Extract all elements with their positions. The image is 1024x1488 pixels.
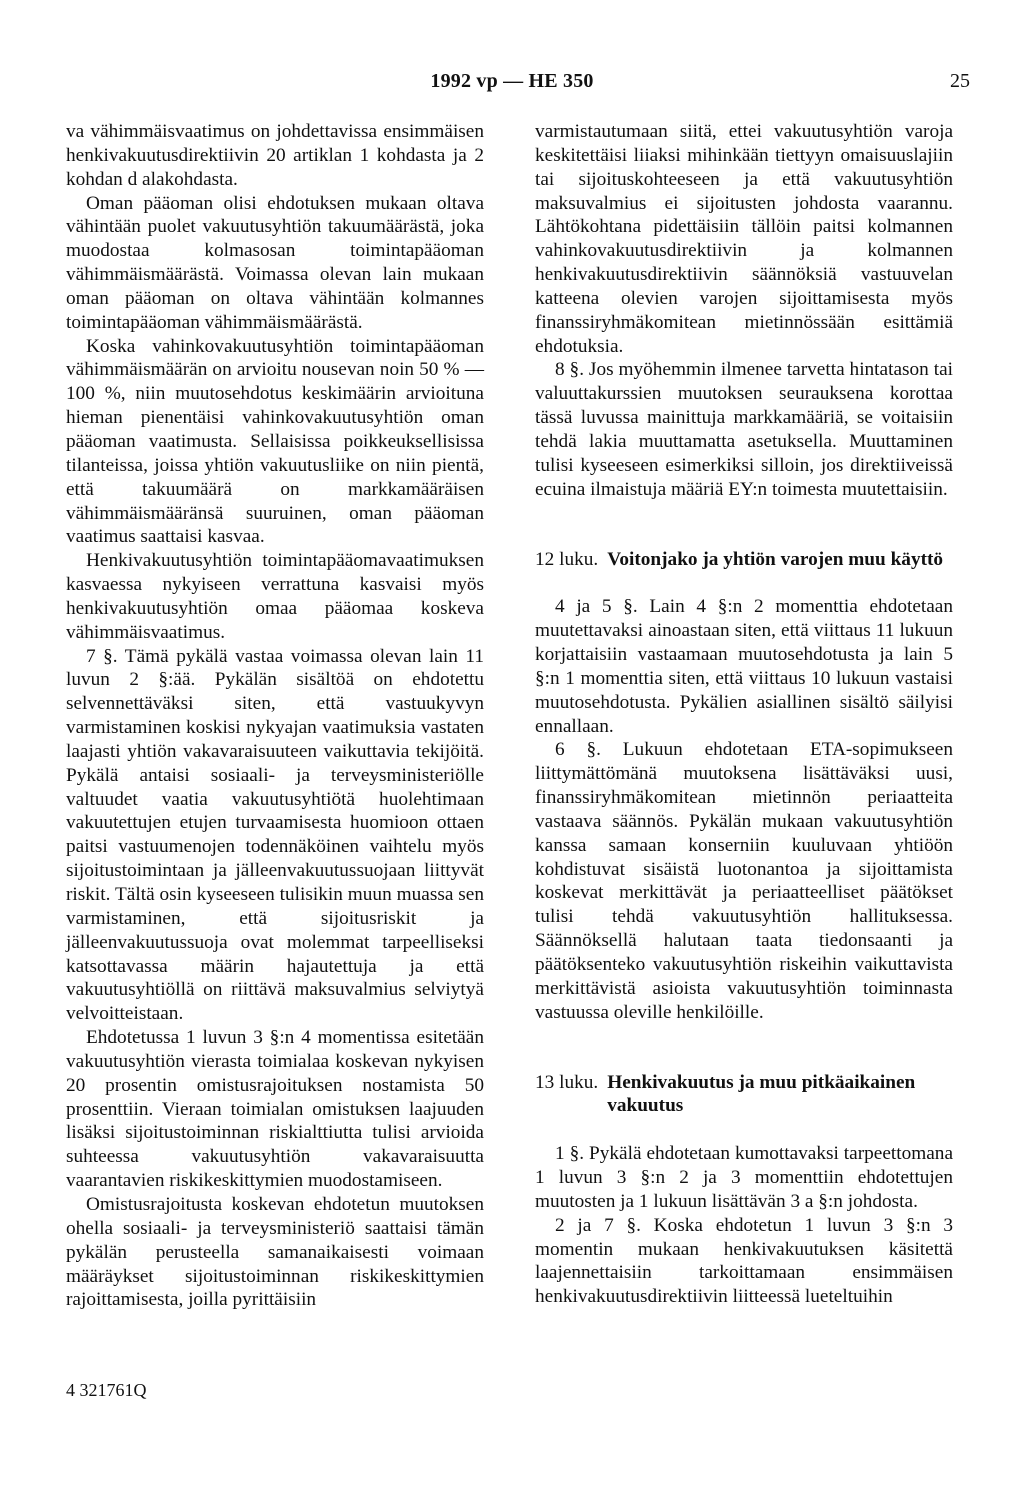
body-paragraph: 1 §. Pykälä ehdotetaan kumottavaksi tarpeettomana 1 luvun 3 §:n 2 ja 3 momenttiin ehdotettujen muutosten ja 1 lukuun lisättävän 3 a §:n johdosta. xyxy=(535,1143,953,1212)
body-paragraph: Omistusrajoitusta koskevan ehdotetun muutoksen ohella sosiaali- ja terveysministeriö saattaisi tämän pykälän perusteella samanaikaisesti voimaan määräykset sijoitustoiminnan riskikeskittymien rajoittamisesta, joilla pyrittäisiin xyxy=(66,1193,484,1311)
body-paragraph: 4 ja 5 §. Lain 4 §:n 2 momenttia ehdotetaan muutettavaksi ainoastaan siten, että viittaus 11 lukuun korjattaisiin vastaamaan muutosehdotusta ja lain 5 §:n 1 momenttia siten, että viittaus 10 lukuun vastaisi muutosehdotusta. Pykälien asiallinen sisältö säilyisi ennallaan. xyxy=(535,596,953,737)
section-gap xyxy=(535,571,953,595)
right-column xyxy=(535,120,953,1309)
body-paragraph: Koska vahinkovakuutusyhtiön toimintapääoman vähimmäismäärän on arvioitu nousevan noin 50 % — 100 %, niin muutosehdotus keskimäärin arvioituna hieman pienentäisi vahinkovakuutusyhtiön oman pääoman vaatimusta. Sellaisissa poikkeuksellisissa tilanteissa, joissa yhtiön vakuutusliike on niin pientä, että takuumäärä on markkamääräisen vähimmäismääränsä suuruinen, oman pääoman vaatimus saattaisi kasvaa. xyxy=(66,335,484,548)
chapter-title: Voitonjako ja yhtiön varojen muu käyttö xyxy=(607,548,944,570)
section-gap xyxy=(535,1025,953,1071)
chapter-heading-13 xyxy=(535,1071,953,1119)
running-title: 1992 vp — HE 350 xyxy=(430,70,594,92)
chapter-title: Henkivakuutus ja muu pitkäaikainen vakuutus xyxy=(607,1071,916,1117)
chapter-heading-12 xyxy=(535,548,953,572)
chapter-number: 12 luku. xyxy=(535,548,599,570)
left-column xyxy=(66,120,484,1312)
body-paragraph: varmistautumaan siitä, ettei vakuutusyhtiön varoja keskitettäisi liiaksi mihinkään tiettyyn omaisuuslajiin tai sijoituskohteeseen ja että vakuutusyhtiön maksuvalmius ei sijoitusten johdosta vaarannu. Lähtökohtana pidettäisiin tällöin paitsi kolmannen vahinkovakuutusdirektiivin ja kolmannen henkivakuutusdirektiivin säännöksiä vastuuvelan katteena olevien varojen sijoittamisesta myös finanssiryhmäkomitean mietinnössään esittämiä ehdotuksia. xyxy=(535,121,953,357)
body-paragraph: Oman pääoman olisi ehdotuksen mukaan oltava vähintään puolet vakuutusyhtiön takuumäärästä, joka muodostaa kolmasosan toimintapääoman vähimmäismäärästä. Voimassa olevan lain mukaan oman pääoman on oltava vähintään kolmannes toimintapääoman vähimmäismäärästä. xyxy=(66,192,484,333)
body-paragraph: 6 §. Lukuun ehdotetaan ETA-sopimukseen liittymättömänä muutoksena lisättäväksi uusi, finanssiryhmäkomitean mietinnön periaatteita vastaava säännös. Pykälän mukaan vakuutusyhtiön kanssa samaan konserniin kuuluvaan yhtiöön kohdistuvat sisäistä luotonantoa ja sijoittamista koskevat merkittävät ja periaatteelliset päätökset tulisi tehdä vakuutusyhtiön hallituksessa. Säännöksellä halutaan taata tiedonsaanti ja päätöksenteko vakuutusyhtiön riskeihin vaikuttavista merkittävistä asioista vakuutusyhtiön toiminnasta vastuussa oleville henkilöille. xyxy=(535,739,953,1023)
section-gap xyxy=(535,1118,953,1142)
body-paragraph: va vähimmäisvaatimus on johdettavissa ensimmäisen henkivakuutusdirektiivin 20 artiklan 1 kohdasta ja 2 kohdan d alakohdasta. xyxy=(66,121,484,190)
body-paragraph: Ehdotetussa 1 luvun 3 §:n 4 momentissa esitetään vakuutusyhtiön vierasta toimialaa koskevan nykyisen 20 prosentin omistusrajoituksen nostamista 50 prosenttiin. Vieraan toimialan omistuksen laajuuden lisäksi sijoitustoiminnan riskialttiutta tulisi arvioida suhteessa vakuutusyhtiön vakavaraisuutta vaarantavien riskikeskittymien muodostamiseen. xyxy=(66,1027,484,1192)
section-gap xyxy=(535,502,953,548)
body-paragraph: Henkivakuutusyhtiön toimintapääomavaatimuksen kasvaessa nykyiseen verrattuna kasvaisi myös henkivakuutusyhtiön omaa pääomaa koskeva vähimmäisvaatimus. xyxy=(66,550,484,643)
chapter-number: 13 luku. xyxy=(535,1071,599,1093)
body-paragraph: 7 §. Tämä pykälä vastaa voimassa olevan lain 11 luvun 2 §:ää. Pykälän sisältöä on ehdotettu selvennettäväksi siten, että vastuukyvyn varmistaminen koskisi nykyajan vaatimuksia vastaten laajasti yhtiön vakavaraisuuteen vaikuttavia tekijöitä. Pykälä antaisi sosiaali- ja terveysministeriölle valtuudet vaatia vakuutusyhtiötä huolehtimaan vakuutettujen etujen turvaamisesta huomioon ottaen paitsi vastuumenojen todennäköinen vaihtelu myös sijoitustoimintaan ja jälleenvakuutussuojaan liittyvät riskit. Tältä osin kyseeseen tulisikin muun muassa sen varmistaminen, että sijoitusriskit ja jälleenvakuutussuoja ovat molemmat tarpeelliseksi katsottavassa määrin hajautettuja ja että vakuutusyhtiöllä on riittävä maksuvalmius selviytyä velvoitteistaan. xyxy=(66,645,484,1025)
page-number: 25 xyxy=(950,70,970,92)
print-code: 4 321761Q xyxy=(66,1380,147,1400)
page-header xyxy=(0,66,1024,96)
body-paragraph: 8 §. Jos myöhemmin ilmenee tarvetta hintatason tai valuuttakurssien muutoksen seurauksena korottaa tässä luvussa mainittuja markkamääriä, se voitaisiin tehdä lakia muuttamatta asetuksella. Muuttaminen tulisi kyseeseen esimerkiksi silloin, jos direktiiveissä ecuina ilmaistuja määriä EY:n toimesta muutettaisiin. xyxy=(535,359,953,500)
body-paragraph: 2 ja 7 §. Koska ehdotetun 1 luvun 3 §:n 3 momentin mukaan henkivakuutuksen käsitettä laajennettaisiin tarkoittamaan ensimmäisen henkivakuutusdirektiivin liitteessä lueteltuihin xyxy=(535,1214,953,1308)
